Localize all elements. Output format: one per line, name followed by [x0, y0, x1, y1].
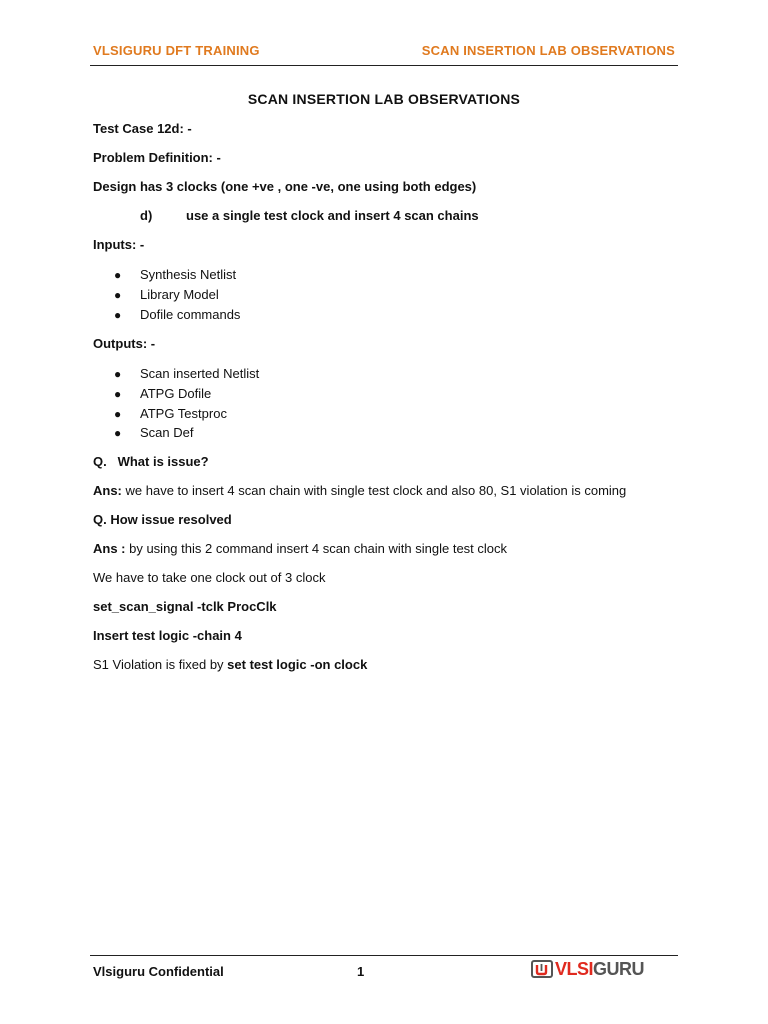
list-item	[114, 386, 211, 401]
list-item-text: Dofile commands	[140, 307, 241, 322]
question-2: Q. How issue resolved	[93, 512, 232, 527]
command-insert-test-logic: Insert test logic -chain 4	[93, 628, 242, 643]
question-1-text: What is issue?	[117, 454, 209, 469]
vlsiguru-logo-icon	[531, 960, 553, 978]
list-item	[114, 366, 259, 381]
inputs-heading: Inputs: -	[93, 237, 145, 252]
bullet-icon: ●	[114, 387, 122, 401]
command-set-scan-signal: set_scan_signal -tclk ProcClk	[93, 599, 277, 614]
answer-1-label: Ans:	[93, 483, 122, 498]
bullet-icon: ●	[114, 426, 122, 440]
header-right-title: SCAN INSERTION LAB OBSERVATIONS	[421, 43, 675, 58]
s1-violation-command: set test logic -on clock	[227, 657, 368, 672]
vlsiguru-logo-text: VLSIGURU	[555, 958, 645, 979]
list-item	[114, 267, 236, 282]
answer-2-label: Ans :	[93, 541, 126, 556]
option-label: d)	[140, 208, 153, 223]
list-item-text: Library Model	[140, 287, 219, 302]
footer-divider	[90, 955, 678, 956]
bullet-icon: ●	[114, 268, 122, 282]
bullet-icon: ●	[114, 367, 122, 381]
answer-1-text: we have to insert 4 scan chain with single test clock and also 80, S1 violation is coming	[121, 483, 627, 498]
take-clock-line: We have to take one clock out of 3 clock	[93, 570, 326, 585]
s1-violation-text: S1 Violation is fixed by	[93, 657, 228, 672]
page-title: SCAN INSERTION LAB OBSERVATIONS	[247, 91, 521, 107]
list-item	[114, 287, 219, 302]
outputs-heading: Outputs: -	[93, 336, 156, 351]
question-1-label: Q.	[93, 454, 107, 469]
list-item-text: Scan inserted Netlist	[140, 366, 260, 381]
header-divider	[90, 65, 678, 66]
problem-definition-label: Problem Definition: -	[93, 150, 221, 165]
option-text: use a single test clock and insert 4 scan chains	[186, 208, 479, 223]
list-item	[114, 307, 240, 322]
answer-2-text: by using this 2 command insert 4 scan chain with single test clock	[125, 541, 508, 556]
test-case-label: Test Case 12d: -	[93, 121, 192, 136]
bullet-icon: ●	[114, 288, 122, 302]
answer-1	[93, 483, 626, 498]
bullet-icon: ●	[114, 308, 122, 322]
s1-violation-line	[93, 657, 367, 672]
list-item-text: ATPG Testproc	[140, 406, 227, 421]
bullet-icon: ●	[114, 407, 122, 421]
list-item	[114, 406, 227, 421]
vlsiguru-logo	[531, 959, 644, 979]
list-item-text: Scan Def	[140, 425, 194, 440]
design-description: Design has 3 clocks (one +ve , one -ve, one using both edges)	[93, 179, 477, 194]
header-left-title: VLSIGURU DFT TRAINING	[93, 43, 260, 58]
answer-2	[93, 541, 507, 556]
page-number: 1	[357, 964, 365, 979]
list-item-text: ATPG Dofile	[140, 386, 212, 401]
list-item	[114, 425, 193, 440]
footer-confidential: Vlsiguru Confidential	[93, 964, 224, 979]
list-item-text: Synthesis Netlist	[140, 267, 237, 282]
question-1	[93, 454, 209, 469]
